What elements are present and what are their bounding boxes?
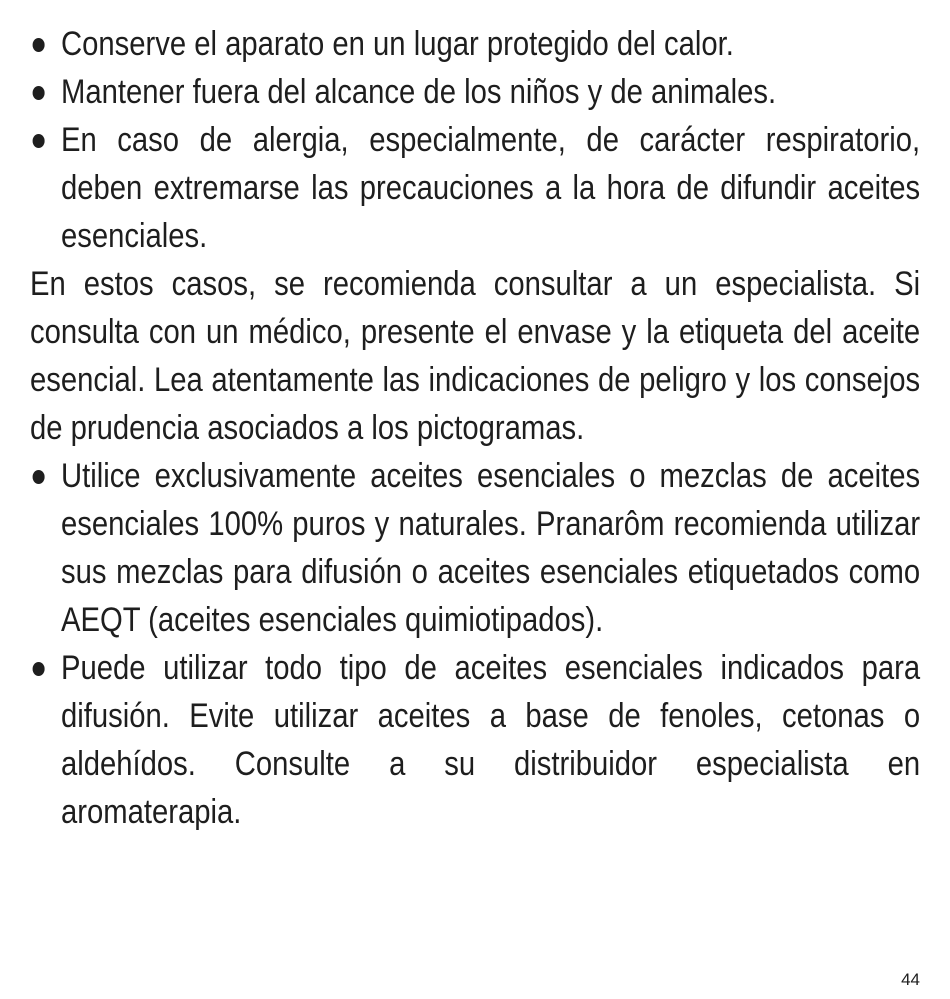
bullet-text-heat: Conserve el aparato en un lugar protegido del calor. [60, 25, 734, 63]
bullet-item [30, 116, 920, 260]
specialist-paragraph: En estos casos, se recomienda consultar a un especialista. Si consulta con un médico, presente el envase y la etiqueta del aceite esencial. Lea atentamente las indicaciones de peligro y los consejos de prudencia asociados a los pictogramas. [30, 265, 921, 447]
bullet-icon [30, 452, 61, 500]
page-number: 44 [901, 970, 920, 989]
manual-page [30, 20, 920, 836]
bullet-text-allergy: En caso de alergia, especialmente, de carácter respiratorio, deben extremarse las precauciones a la hora de difundir aceites esenciales. [60, 121, 921, 255]
bullet-text-diffusion: Puede utilizar todo tipo de aceites esenciales indicados para difusión. Evite utilizar aceites a base de fenoles, cetonas o aldehídos. Consulte a su distribuidor especialista en aromaterapia. [60, 649, 921, 831]
bullet-icon [30, 644, 61, 692]
page-content [30, 20, 920, 836]
bullet-item [30, 20, 920, 68]
bullet-item [30, 644, 920, 836]
bullet-text-pure-oils: Utilice exclusivamente aceites esenciales o mezclas de aceites esenciales 100% puros y naturales. Pranarôm recomienda utilizar sus mezclas para difusión o aceites esenciales etiquetados como AEQT (aceites esenciales quimiotipados). [60, 457, 921, 639]
bullet-text-children: Mantener fuera del alcance de los niños y de animales. [60, 73, 777, 111]
bullet-item [30, 452, 920, 644]
bullet-icon [30, 68, 61, 116]
bullet-icon [30, 116, 61, 164]
bullet-item [30, 68, 920, 116]
bullet-icon [30, 20, 61, 68]
